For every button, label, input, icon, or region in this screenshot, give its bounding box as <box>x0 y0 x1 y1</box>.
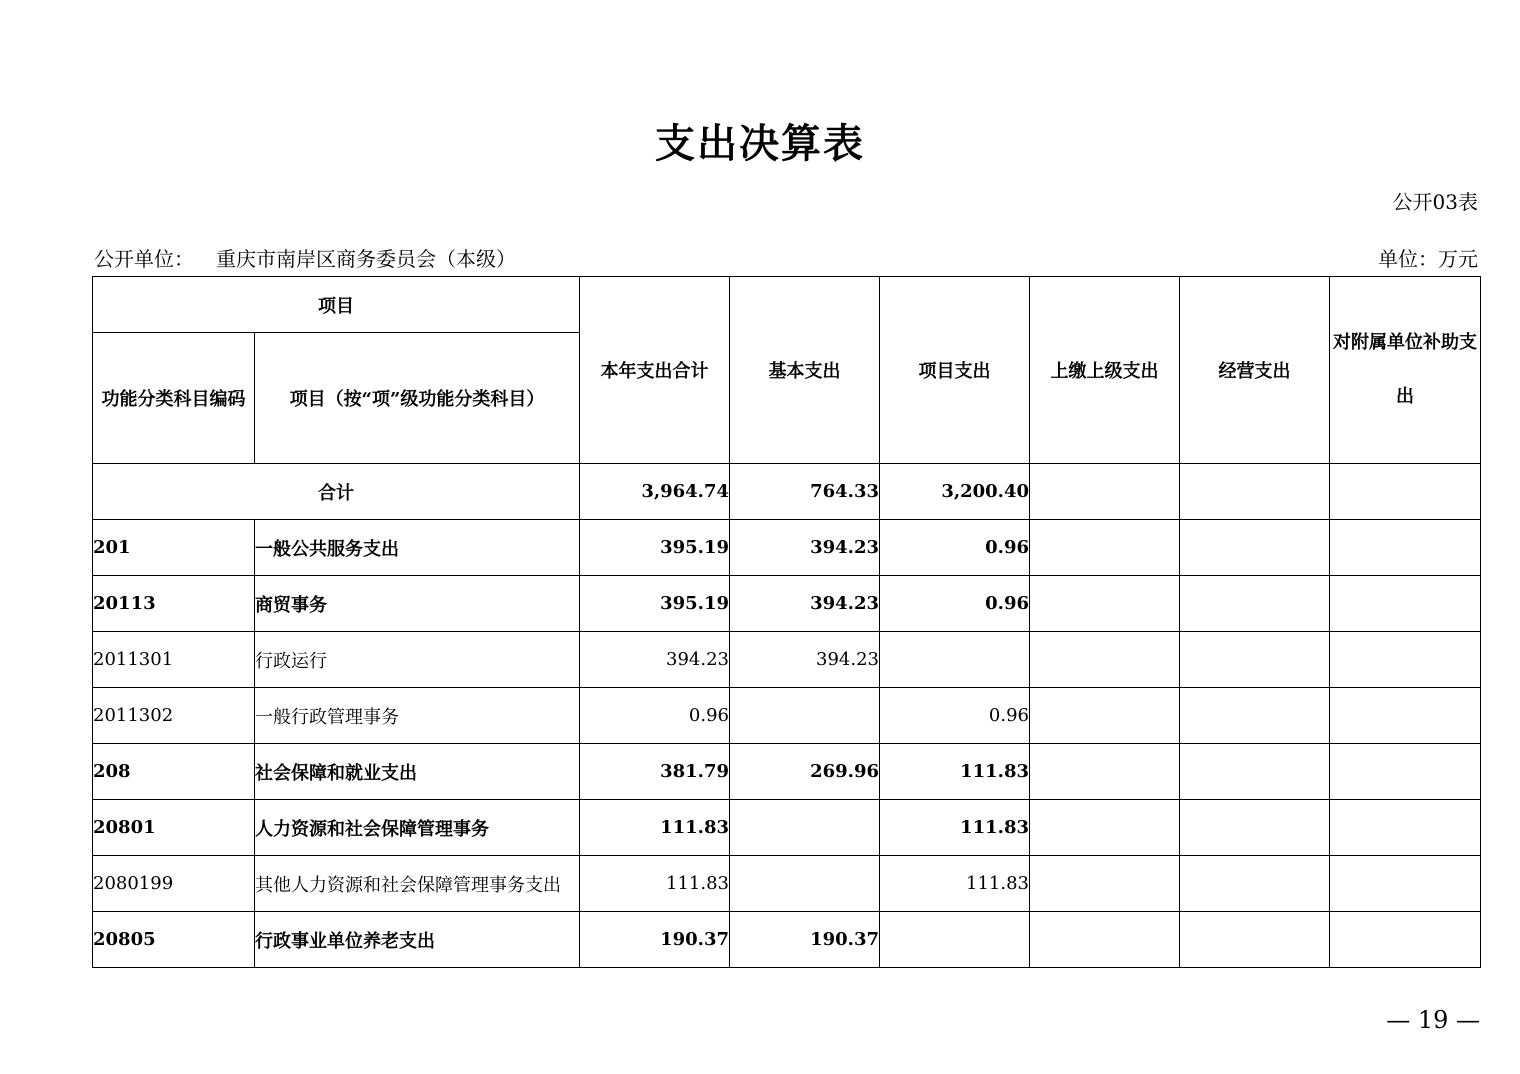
summary-subsidy <box>1330 464 1481 520</box>
header-code: 功能分类科目编码 <box>93 333 255 464</box>
row-basic <box>730 688 880 744</box>
row-upper <box>1030 912 1180 968</box>
row-business <box>1180 800 1330 856</box>
row-subsidy <box>1330 576 1481 632</box>
header-business: 经营支出 <box>1180 277 1330 464</box>
summary-business <box>1180 464 1330 520</box>
row-subsidy <box>1330 688 1481 744</box>
row-total: 395.19 <box>580 576 730 632</box>
row-business <box>1180 912 1330 968</box>
row-name: 一般行政管理事务 <box>255 688 580 744</box>
row-total: 111.83 <box>580 800 730 856</box>
table-row <box>93 688 1481 744</box>
row-code: 20113 <box>93 576 255 632</box>
row-upper <box>1030 576 1180 632</box>
summary-basic: 764.33 <box>730 464 880 520</box>
row-code: 201 <box>93 520 255 576</box>
summary-row <box>93 464 1481 520</box>
row-upper <box>1030 632 1180 688</box>
row-upper <box>1030 800 1180 856</box>
header-basic: 基本支出 <box>730 277 880 464</box>
expenditure-table <box>92 276 1481 968</box>
row-business <box>1180 520 1330 576</box>
reporting-unit-name: 重庆市南岸区商务委员会（本级） <box>216 247 516 271</box>
summary-project: 3,200.40 <box>880 464 1030 520</box>
row-basic: 190.37 <box>730 912 880 968</box>
row-project <box>880 912 1030 968</box>
row-project: 111.83 <box>880 744 1030 800</box>
row-subsidy <box>1330 520 1481 576</box>
row-basic: 394.23 <box>730 576 880 632</box>
row-name: 行政事业单位养老支出 <box>255 912 580 968</box>
row-code: 20805 <box>93 912 255 968</box>
row-project: 0.96 <box>880 576 1030 632</box>
row-total: 395.19 <box>580 520 730 576</box>
row-basic: 394.23 <box>730 520 880 576</box>
row-total: 381.79 <box>580 744 730 800</box>
row-total: 394.23 <box>580 632 730 688</box>
row-name: 行政运行 <box>255 632 580 688</box>
row-name: 商贸事务 <box>255 576 580 632</box>
currency-unit: 单位：万元 <box>1378 247 1478 271</box>
summary-upper <box>1030 464 1180 520</box>
summary-label: 合计 <box>93 464 580 520</box>
row-total: 190.37 <box>580 912 730 968</box>
row-basic <box>730 800 880 856</box>
page-title: 支出决算表 <box>655 120 865 167</box>
row-code: 2011302 <box>93 688 255 744</box>
table-row <box>93 912 1481 968</box>
row-subsidy <box>1330 912 1481 968</box>
row-subsidy <box>1330 744 1481 800</box>
table-row <box>93 520 1481 576</box>
reporting-unit <box>94 243 516 272</box>
form-number: 公开03表 <box>1392 190 1478 214</box>
row-code: 2080199 <box>93 856 255 912</box>
table-row <box>93 744 1481 800</box>
header-project-expenditure: 项目支出 <box>880 277 1030 464</box>
row-code: 208 <box>93 744 255 800</box>
table-row <box>93 576 1481 632</box>
row-business <box>1180 744 1330 800</box>
row-upper <box>1030 520 1180 576</box>
row-basic: 394.23 <box>730 632 880 688</box>
row-basic <box>730 856 880 912</box>
row-project: 0.96 <box>880 688 1030 744</box>
row-business <box>1180 632 1330 688</box>
row-code: 2011301 <box>93 632 255 688</box>
row-upper <box>1030 744 1180 800</box>
row-project: 111.83 <box>880 800 1030 856</box>
header-project: 项目 <box>93 277 580 333</box>
row-name: 其他人力资源和社会保障管理事务支出 <box>255 856 580 912</box>
header-total: 本年支出合计 <box>580 277 730 464</box>
row-subsidy <box>1330 856 1481 912</box>
row-total: 0.96 <box>580 688 730 744</box>
row-total: 111.83 <box>580 856 730 912</box>
summary-total: 3,964.74 <box>580 464 730 520</box>
row-name: 一般公共服务支出 <box>255 520 580 576</box>
header-subsidy: 对附属单位补助支出 <box>1330 277 1481 464</box>
row-name: 人力资源和社会保障管理事务 <box>255 800 580 856</box>
row-project: 111.83 <box>880 856 1030 912</box>
row-project <box>880 632 1030 688</box>
row-name: 社会保障和就业支出 <box>255 744 580 800</box>
row-upper <box>1030 856 1180 912</box>
row-project: 0.96 <box>880 520 1030 576</box>
row-business <box>1180 576 1330 632</box>
page-number: — 19 — <box>1386 1006 1480 1034</box>
header-name: 项目（按“项”级功能分类科目） <box>255 333 580 464</box>
table-row <box>93 800 1481 856</box>
header-row-top <box>93 277 1481 333</box>
row-subsidy <box>1330 632 1481 688</box>
row-code: 20801 <box>93 800 255 856</box>
row-business <box>1180 688 1330 744</box>
reporting-unit-label: 公开单位： <box>94 247 194 271</box>
row-basic: 269.96 <box>730 744 880 800</box>
row-business <box>1180 856 1330 912</box>
table-row <box>93 856 1481 912</box>
header-upper-level: 上缴上级支出 <box>1030 277 1180 464</box>
row-upper <box>1030 688 1180 744</box>
row-subsidy <box>1330 800 1481 856</box>
table-row <box>93 632 1481 688</box>
